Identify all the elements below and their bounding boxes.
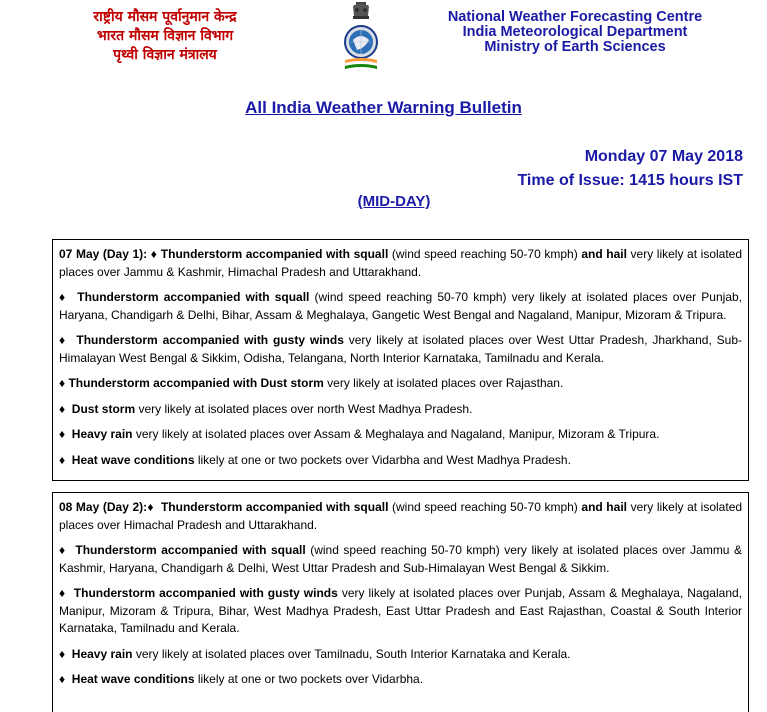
bullet-icon: ♦: [59, 290, 67, 304]
warning-text: (wind speed reaching 50-70 kmph): [388, 500, 582, 514]
english-line-1: National Weather Forecasting Centre: [447, 9, 703, 25]
english-line-2: India Meteorological Department: [462, 24, 688, 40]
warning-type: Heavy rain: [71, 646, 133, 661]
bullet-icon: ♦: [59, 452, 66, 467]
hindi-line-3: पृथ्वी विज्ञान मंत्रालय: [113, 47, 217, 63]
imd-emblem-icon: [341, 2, 381, 70]
english-header: [410, 10, 740, 55]
warning-text: (wind speed reaching 50-70 kmph) very likely at isolated places over Punjab, Haryana, Chandigarh & Delhi, Bihar, Assam & Meghalaya, Gangetic West Bengal and Nagaland, Manipur, Mizoram & Tripura.: [59, 290, 742, 322]
day1-para-1: [59, 246, 742, 281]
issue-date: Monday 07 May 2018: [584, 148, 743, 165]
warning-text: very likely at isolated places over Assam & Meghalaya and Nagaland, Manipur, Mizoram & Tripura.: [132, 427, 660, 441]
bullet-icon: ♦: [59, 333, 67, 347]
dateline: [517, 145, 743, 193]
edition-label: (MID-DAY): [357, 193, 431, 210]
bullet-icon: ♦: [150, 247, 158, 261]
day2-para-1: [59, 499, 742, 534]
warning-type: Thunderstorm accompanied with Dust storm: [68, 376, 324, 390]
day2-warning-box: [52, 492, 749, 712]
hindi-line-1: राष्ट्रीय मौसम पूर्वानुमान केन्द्र: [93, 9, 237, 25]
warning-type: Thunderstorm accompanied with squall: [77, 290, 310, 304]
warning-type: Thunderstorm accompanied with squall: [160, 247, 389, 261]
warning-text: very likely at isolated places over north West Madhya Pradesh.: [135, 401, 473, 416]
day1-para-2: [59, 289, 742, 324]
day2-para-4: [59, 646, 742, 664]
warning-type: Heat wave conditions: [71, 672, 195, 686]
bullet-icon: ♦: [59, 672, 66, 686]
warning-type: Thunderstorm accompanied with gusty winds: [73, 586, 338, 600]
warning-text: likely at one or two pockets over Vidarbha.: [194, 672, 424, 686]
bullet-icon: ♦: [59, 376, 66, 390]
bullet-icon: ♦: [147, 500, 154, 514]
warning-type: Heat wave conditions: [71, 452, 195, 467]
day2-para-2: [59, 542, 742, 577]
english-line-3: Ministry of Earth Sciences: [484, 39, 666, 55]
day1-warning-box: [52, 239, 749, 481]
warning-text: (wind speed reaching 50-70 kmph): [388, 247, 582, 261]
warning-text: very likely at isolated places over Rajasthan.: [323, 376, 564, 390]
warning-type: Thunderstorm accompanied with squall: [75, 543, 306, 557]
bullet-icon: ♦: [59, 646, 66, 661]
day-label: 08 May (Day 2):: [59, 500, 148, 514]
warning-type: and hail: [581, 500, 627, 514]
day1-para-3: [59, 332, 742, 367]
bullet-icon: ♦: [59, 543, 67, 557]
warning-type: Heavy rain: [71, 427, 133, 441]
warning-text: very likely at isolated places over Punjab, Assam & Meghalaya, Nagaland, Manipur, Mizoram & Tripura, Bihar, West Madhya Pradesh, East Uttar Pradesh and East Rajasthan, Coastal & South Interior Karnataka, Tamilnadu and Kerala.: [59, 586, 743, 635]
warning-text: very likely at isolated places over West Uttar Pradesh, Jharkhand, Sub-Himalayan West Bengal & Sikkim, Odisha, Telangana, North Interior Karnataka, Tamilnadu and Kerala.: [59, 333, 742, 365]
day2-para-5: [59, 671, 742, 689]
warning-text: (wind speed reaching 50-70 kmph) very likely at isolated places over Jammu & Kashmir, Haryana, Chandigarh & Delhi, West Uttar Pradesh and Sub-Himalayan West Bengal & Sikkim.: [59, 543, 743, 575]
warning-type: Thunderstorm accompanied with squall: [160, 500, 389, 514]
warning-text: very likely at isolated places over Tamilnadu, South Interior Karnataka and Kerala.: [132, 646, 571, 661]
hindi-header: [60, 8, 270, 65]
day-label: 07 May (Day 1):: [59, 247, 148, 261]
warning-type: Dust storm: [71, 401, 136, 416]
day2-para-3: [59, 585, 742, 638]
issue-time: Time of Issue: 1415 hours IST: [517, 172, 743, 189]
bulletin-title-link[interactable]: All India Weather Warning Bulletin: [245, 98, 522, 117]
day1-para-7: [59, 452, 742, 470]
hindi-line-2: भारत मौसम विज्ञान विभाग: [96, 28, 234, 44]
bullet-icon: ♦: [59, 401, 66, 416]
bullet-icon: ♦: [59, 586, 66, 600]
warning-text: very likely at isolated places over Jammu & Kashmir, Himachal Pradesh and Uttarakhand.: [59, 247, 743, 279]
bullet-icon: ♦: [59, 427, 66, 441]
warning-type: and hail: [581, 247, 627, 261]
day1-para-4: [59, 375, 742, 393]
day1-para-6: [59, 426, 742, 444]
day1-para-5: [59, 401, 742, 419]
warning-text: likely at one or two pockets over Vidarbha and West Madhya Pradesh.: [194, 452, 571, 467]
warning-type: Thunderstorm accompanied with gusty winds: [76, 333, 344, 347]
warning-text: very likely at isolated places over Himachal Pradesh and Uttarakhand.: [59, 500, 743, 532]
